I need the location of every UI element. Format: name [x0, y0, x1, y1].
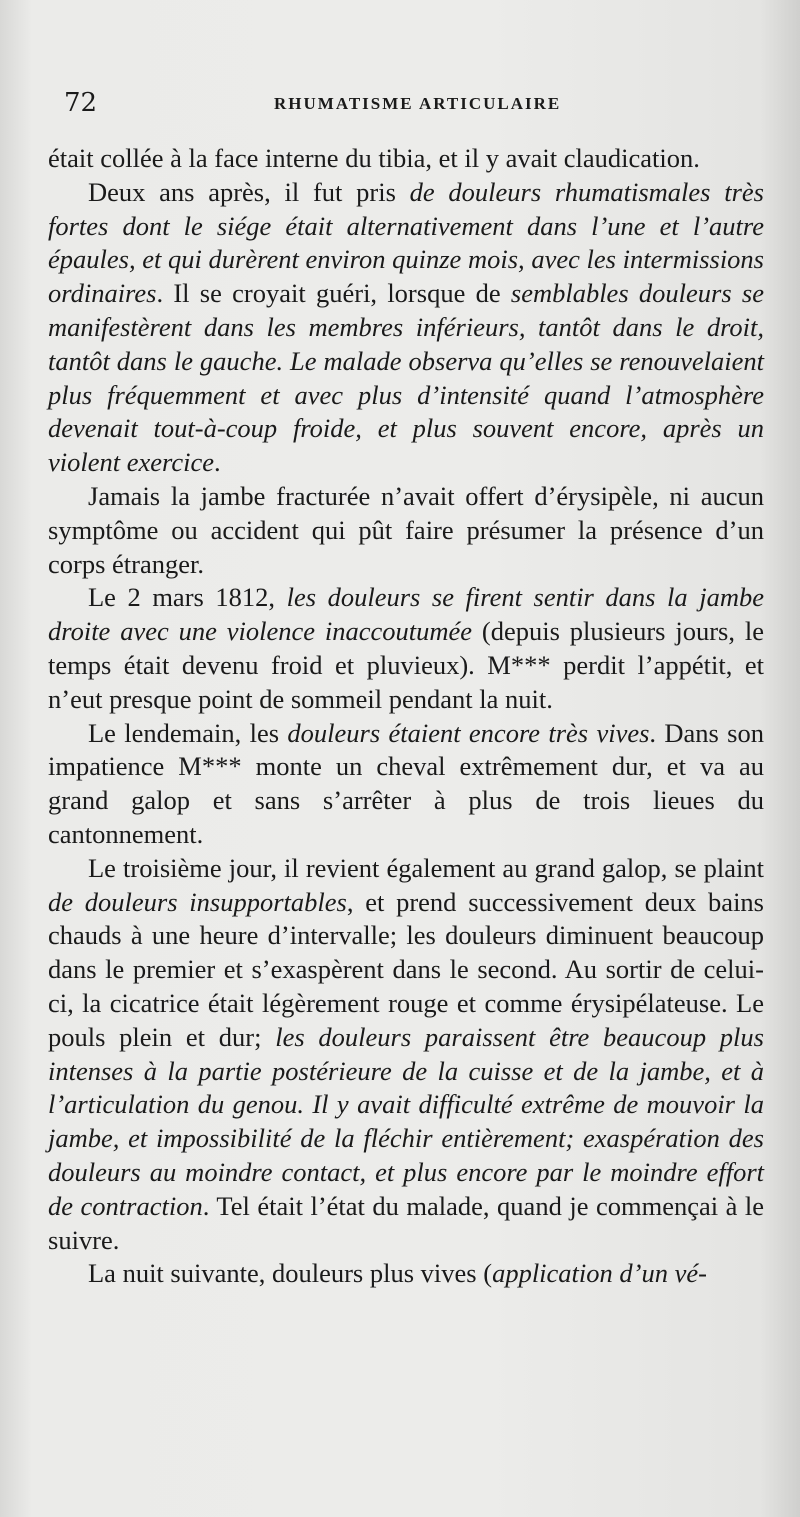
italic-segment: les douleurs paraissent être beaucoup plus intenses à la partie postérieure de la cuisse et de la jambe, et à l’articulation du genou. Il y avait difficulté extrême de mouvoir la jambe, et impossibilité de la fléchir entièrement; exaspération des douleurs au moindre contact, et plus encore par le moindre effort de contraction: [48, 1021, 764, 1221]
italic-segment: de douleurs insupportables: [48, 886, 347, 917]
text-segment: . Tel était l’état du malade, quand je commençai à le suivre.: [48, 1190, 765, 1255]
text-segment: La nuit suivante, douleurs plus vives (: [88, 1258, 493, 1289]
paragraph: [48, 717, 764, 852]
italic-segment: application d’un vé-: [492, 1258, 707, 1289]
text-segment: . Dans son impatience M*** monte un cheval extrêmement dur, et va au grand galop et sans s’arrêter à plus de trois lieues du cantonnement.: [48, 717, 764, 849]
text-segment: était collée à la face interne du tibia, et il y avait claudication.: [48, 143, 700, 173]
italic-segment: douleurs étaient encore très vives: [287, 717, 650, 748]
italic-segment: semblables douleurs se manifestèrent dans les membres inférieurs, tantôt dans le droit, tantôt dans le gauche. Le malade observa qu’elles se renouvelaient plus fréquemment et avec plus d’intensité quand l’atmosphère devenait tout-à-coup froide, et plus souvent encore, après un violent exercice: [48, 278, 764, 478]
text-segment: Le lendemain, les: [88, 717, 288, 748]
italic-segment: les douleurs se firent sentir dans la jambe droite avec une violence inaccoutumée: [48, 582, 764, 647]
paragraph: [48, 480, 764, 581]
italic-segment: de douleurs rhumatismales très fortes dont le siége était alternativement dans l’une et l’autre épaules, et qui durèrent environ quinze mois, avec les intermissions ordinaires: [48, 176, 764, 309]
text-segment: Le 2 mars 1812,: [88, 582, 287, 613]
text-segment: Jamais la jambe fracturée n’avait offert d’érysipèle, ni aucun symptôme ou accident qui pût faire présumer la présence d’un corps étranger.: [48, 480, 764, 579]
page-number: 72: [64, 88, 98, 118]
paragraph: [48, 176, 764, 480]
text-segment: (depuis plusieurs jours, le temps était devenu froid et pluvieux). M*** perdit l’appétit, et n’eut presque point de sommeil pendant la nuit.: [48, 616, 764, 714]
body-text: [48, 142, 764, 1291]
text-segment: Deux ans après, il fut pris: [88, 176, 410, 207]
text-segment: Le troisième jour, il revient également au grand galop, se plaint: [88, 852, 764, 883]
text-segment: , et prend successivement deux bains chauds à une heure d’intervalle; les douleurs diminuent beaucoup dans le premier et s’exaspèrent dans le second. Au sortir de celui-ci, la cicatrice était légèrement rouge et comme érysipélateuse. Le pouls plein et dur;: [48, 886, 764, 1052]
text-segment: .: [214, 447, 221, 478]
running-title: RHUMATISME ARTICULAIRE: [274, 94, 562, 113]
paragraph: [48, 142, 764, 176]
paragraph: [48, 1257, 764, 1291]
paragraph: [48, 581, 764, 716]
paragraph: [48, 852, 764, 1258]
page-header: [64, 88, 764, 128]
text-segment: . Il se croyait guéri, lorsque de: [156, 278, 511, 309]
